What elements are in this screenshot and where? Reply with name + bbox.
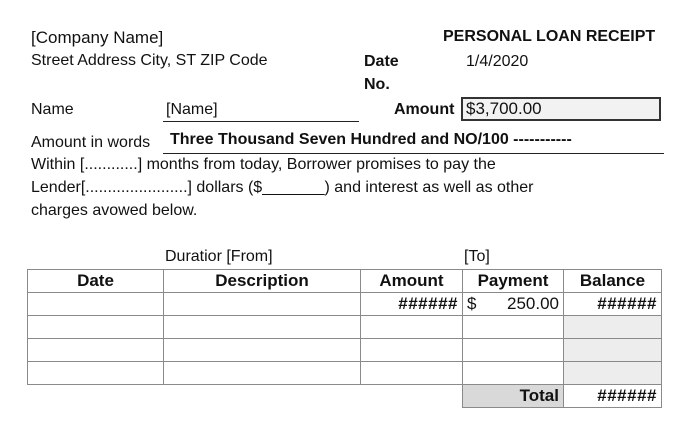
amount-label: Amount <box>394 101 455 118</box>
row1-payment[interactable] <box>463 293 564 316</box>
row1-payment-currency: $ <box>467 294 477 313</box>
header-amount: Amount <box>361 270 463 293</box>
header-balance: Balance <box>564 270 662 293</box>
name-underline <box>163 121 359 122</box>
receipt-title: PERSONAL LOAN RECEIPT <box>443 28 656 45</box>
amount-value-box[interactable]: $3,700.00 <box>461 97 661 121</box>
header-date: Date <box>28 270 164 293</box>
row2-balance[interactable] <box>564 316 662 339</box>
row3-amount[interactable] <box>361 339 463 362</box>
total-value[interactable]: ###### <box>564 385 662 408</box>
row2-description[interactable] <box>164 316 361 339</box>
row4-payment[interactable] <box>463 362 564 385</box>
header-description: Description <box>164 270 361 293</box>
row4-balance[interactable] <box>564 362 662 385</box>
table-row <box>28 293 662 316</box>
amount-words-label: Amount in words <box>31 134 151 151</box>
row2-date[interactable] <box>28 316 164 339</box>
company-name: [Company Name] <box>31 28 164 47</box>
duration-from-label: Duratior [From] <box>165 248 273 265</box>
row3-date[interactable] <box>28 339 164 362</box>
row2-payment[interactable] <box>463 316 564 339</box>
row3-payment[interactable] <box>463 339 564 362</box>
date-value: 1/4/2020 <box>466 53 529 70</box>
table-row <box>28 362 662 385</box>
loan-payment-table <box>27 269 662 408</box>
company-address: Street Address City, ST ZIP Code <box>31 52 268 69</box>
row4-date[interactable] <box>28 362 164 385</box>
date-label: Date <box>364 53 399 70</box>
table-row <box>28 339 662 362</box>
row1-balance[interactable]: ###### <box>564 293 662 316</box>
duration-to-label: [To] <box>464 248 490 265</box>
row2-amount[interactable] <box>361 316 463 339</box>
header-payment: Payment <box>463 270 564 293</box>
row1-amount[interactable]: ###### <box>361 293 463 316</box>
terms-line-2: Lender[.......................] dollars ($_______) and interest as well as other <box>31 179 534 196</box>
row4-amount[interactable] <box>361 362 463 385</box>
row3-description[interactable] <box>164 339 361 362</box>
number-label: No. <box>364 76 390 93</box>
name-label: Name <box>31 101 74 118</box>
total-label: Total <box>463 385 564 408</box>
name-value[interactable]: [Name] <box>166 101 218 118</box>
row1-description[interactable] <box>164 293 361 316</box>
row3-balance[interactable] <box>564 339 662 362</box>
amount-words-value[interactable]: Three Thousand Seven Hundred and NO/100 ----------- <box>170 131 572 148</box>
table-header-row <box>28 270 662 293</box>
table-total-row <box>28 385 662 408</box>
row1-payment-value: 250.00 <box>507 294 559 313</box>
row4-description[interactable] <box>164 362 361 385</box>
row1-date[interactable] <box>28 293 164 316</box>
terms-line-1: Within [............] months from today, Borrower promises to pay the <box>31 156 496 173</box>
table-row <box>28 316 662 339</box>
terms-line-3: charges avowed below. <box>31 202 198 219</box>
amount-words-underline <box>163 153 664 154</box>
